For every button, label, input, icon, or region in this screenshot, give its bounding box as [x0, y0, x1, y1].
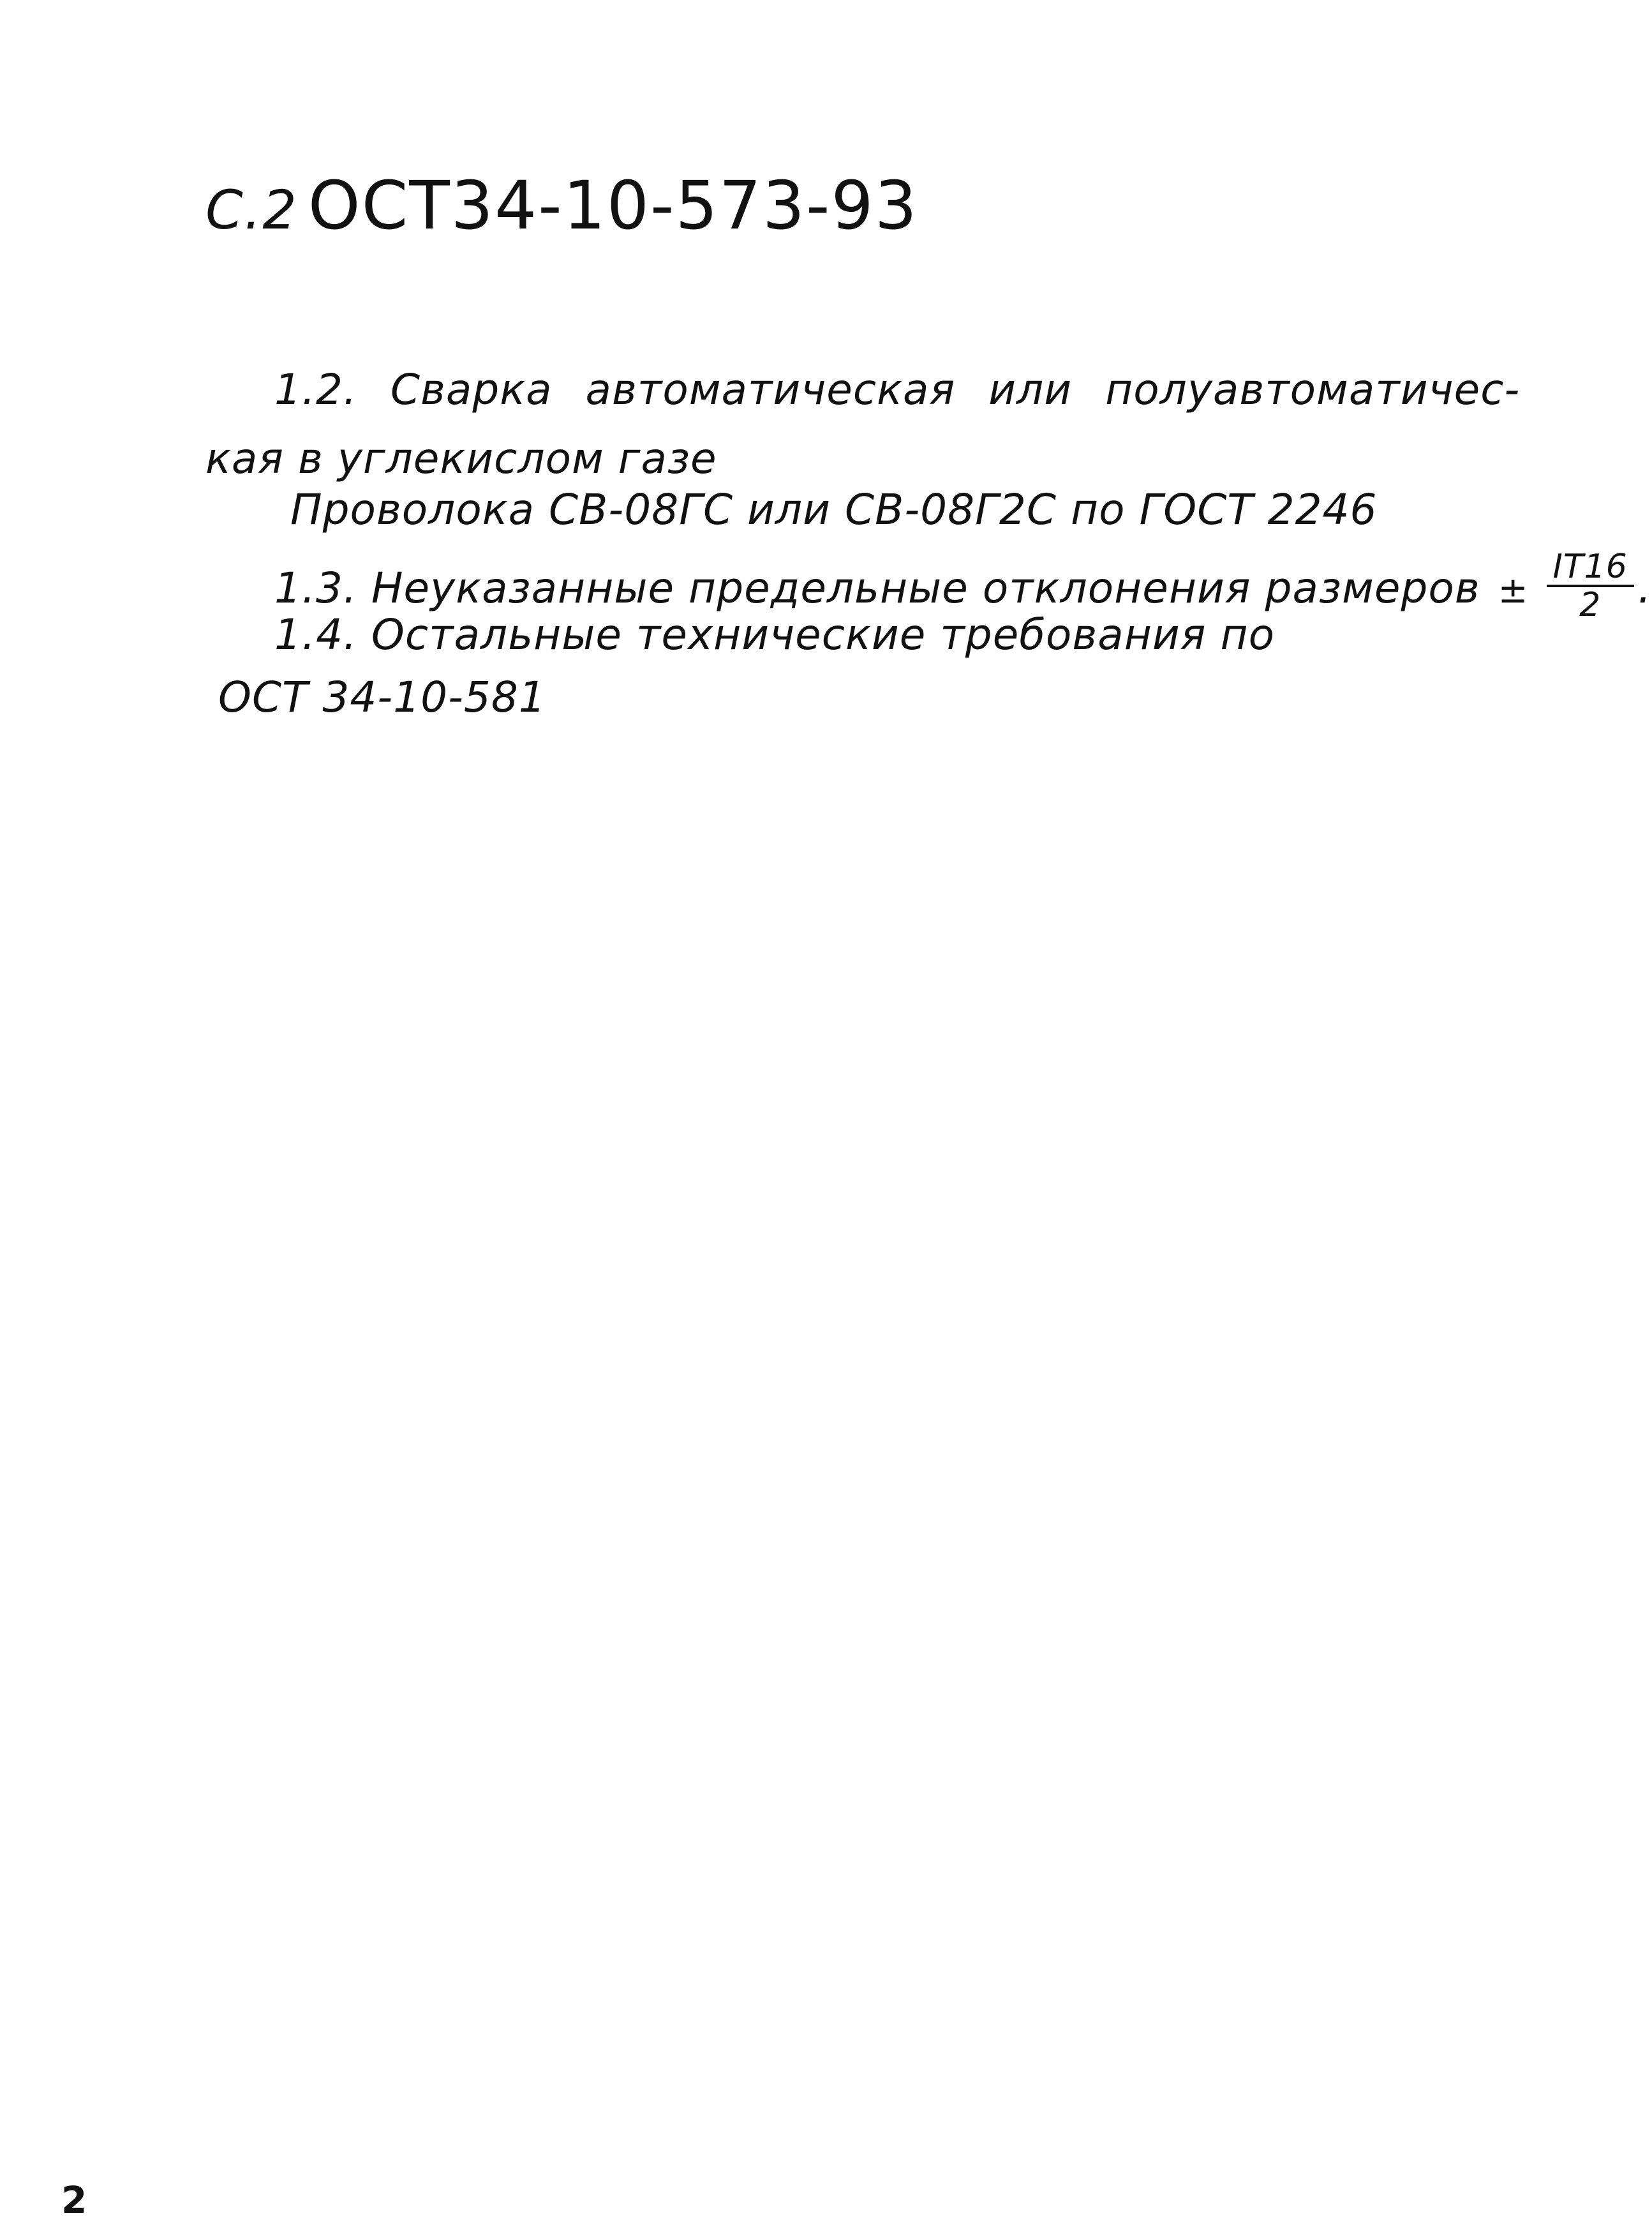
page-header: [205, 167, 918, 244]
clause-1-4-line-1: 1.4. Остальные технические требования по: [274, 610, 1275, 659]
tolerance-fraction: [1547, 550, 1634, 622]
clause-1-2-line-2: кая в углекислом газе: [205, 434, 717, 483]
page-label: С.2: [205, 179, 298, 241]
clause-1-2-line-1: 1.2. Сварка автоматическая или полуавтоматичес-: [274, 365, 1521, 414]
clause-1-3-text: 1.3. Неуказанные предельные отклонения размеров: [274, 564, 1480, 613]
clause-1-4-line-2: ОСТ 34-10-581: [218, 673, 546, 722]
wire-spec-line: Проволока СВ-08ГС или СВ-08Г2С по ГОСТ 2246: [290, 485, 1378, 534]
fraction-numerator: IT16: [1547, 550, 1634, 587]
standard-number: ОСТ34-10-573-93: [308, 167, 918, 244]
page-number: 2: [61, 2178, 87, 2222]
plus-minus-sign: ±: [1498, 570, 1529, 612]
clause-1-3-end: .: [1637, 564, 1652, 613]
fraction-denominator: 2: [1579, 586, 1602, 624]
